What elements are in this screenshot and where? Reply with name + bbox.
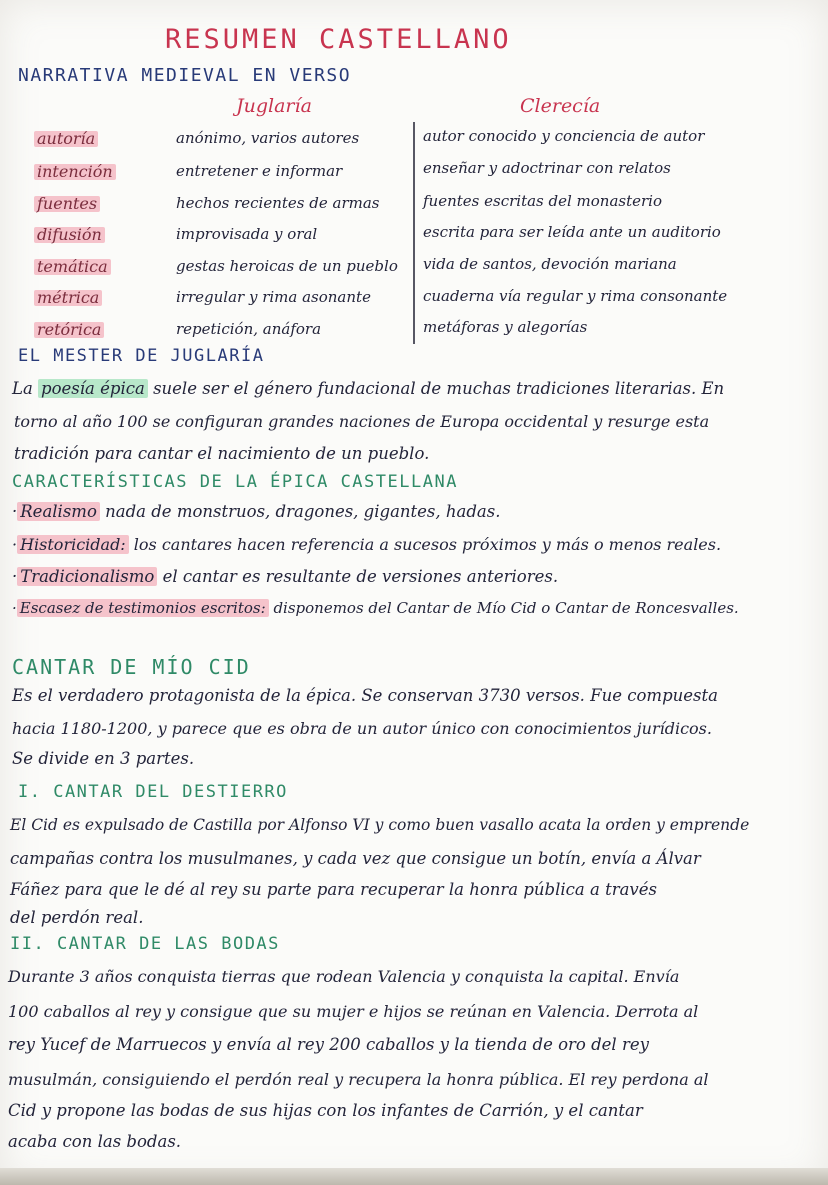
- mester-text: La: [12, 379, 33, 398]
- part2-line: rey Yucef de Marruecos y envía al rey 200 caballos y la tienda de oro del rey: [8, 1035, 649, 1054]
- juglaria-cell: irregular y rima asonante: [176, 288, 371, 306]
- clerecia-cell: autor conocido y conciencia de autor: [423, 127, 705, 145]
- mester-paragraph-line: torno al año 100 se configuran grandes naciones de Europa occidental y resurge esta: [14, 412, 710, 431]
- part2-line: 100 caballos al rey y consigue que su mujer e hijos se reúnan en Valencia. Derrota al: [8, 1002, 699, 1021]
- col-heading-juglaria: Juglaría: [236, 95, 312, 117]
- section-heading-narrativa: NARRATIVA MEDIEVAL EN VERSO: [18, 65, 352, 86]
- row-label: difusión: [34, 227, 105, 243]
- list-item: · Historicidad: los cantares hacen referencia a sucesos próximos y más o menos reales.: [12, 535, 722, 554]
- part-heading-bodas: II. CANTAR DE LAS BODAS: [10, 934, 280, 954]
- part2-line: acaba con las bodas.: [8, 1132, 182, 1151]
- cid-intro-line: Se divide en 3 partes.: [12, 749, 195, 768]
- term-highlight: Realismo: [17, 502, 100, 521]
- item-text: disponemos del Cantar de Mío Cid o Cantar de Roncesvalles.: [273, 599, 739, 617]
- juglaria-cell: improvisada y oral: [176, 225, 318, 243]
- term-highlight: Historicidad:: [17, 535, 129, 554]
- row-label: métrica: [34, 290, 102, 306]
- mester-text: suele ser el género fundacional de muchas tradiciones literarias. En: [153, 379, 725, 398]
- cid-intro-line: Es el verdadero protagonista de la épica. Se conservan 3730 versos. Fue compuesta: [12, 686, 718, 705]
- page-bottom-edge: [0, 1168, 828, 1185]
- section-heading-cid: CANTAR DE MÍO CID: [12, 655, 251, 679]
- clerecia-cell: vida de santos, devoción mariana: [423, 255, 677, 273]
- mester-paragraph-line: tradición para cantar el nacimiento de un pueblo.: [14, 444, 430, 463]
- item-text: el cantar es resultante de versiones anteriores.: [162, 567, 559, 586]
- clerecia-cell: escrita para ser leída ante un auditorio: [423, 223, 721, 241]
- part1-line: del perdón real.: [10, 908, 144, 927]
- row-label: retórica: [34, 322, 104, 338]
- list-item: · Realismo nada de monstruos, dragones, gigantes, hadas.: [12, 502, 501, 521]
- mester-paragraph-line: [12, 381, 724, 398]
- row-label: autoría: [34, 131, 98, 147]
- list-item: · Escasez de testimonios escritos: disponemos del Cantar de Mío Cid o Cantar de Roncesvalles.: [12, 599, 739, 617]
- part1-line: Fáñez para que le dé al rey su parte para recuperar la honra pública a través: [10, 880, 657, 899]
- juglaria-cell: gestas heroicas de un pueblo: [176, 257, 398, 275]
- clerecia-cell: metáforas y alegorías: [423, 318, 588, 336]
- column-divider: [413, 122, 415, 344]
- juglaria-cell: anónimo, varios autores: [176, 129, 360, 147]
- section-heading-mester: EL MESTER DE JUGLARÍA: [18, 346, 265, 366]
- part2-line: Cid y propone las bodas de sus hijas con los infantes de Carrión, y el cantar: [8, 1101, 643, 1120]
- row-label: temática: [34, 259, 111, 275]
- juglaria-cell: repetición, anáfora: [176, 320, 322, 338]
- col-heading-clerecia: Clerecía: [520, 95, 601, 117]
- part2-line: musulmán, consiguiendo el perdón real y recupera la honra pública. El rey perdona al: [8, 1070, 709, 1089]
- clerecia-cell: cuaderna vía regular y rima consonante: [423, 287, 728, 305]
- term-highlight: Tradicionalismo: [17, 567, 157, 586]
- page-title: RESUMEN CASTELLANO: [165, 24, 512, 55]
- clerecia-cell: enseñar y adoctrinar con relatos: [423, 159, 671, 177]
- part2-line: Durante 3 años conquista tierras que rodean Valencia y conquista la capital. Envía: [8, 967, 680, 986]
- juglaria-cell: entretener e informar: [176, 162, 343, 180]
- highlight-poesia-epica: poesía épica: [38, 379, 148, 398]
- part1-line: El Cid es expulsado de Castilla por Alfonso VI y como buen vasallo acata la orden y emprende: [10, 816, 750, 834]
- row-label: fuentes: [34, 196, 100, 212]
- row-label: intención: [34, 164, 116, 180]
- part-heading-destierro: I. CANTAR DEL DESTIERRO: [18, 782, 288, 802]
- cid-intro-line: hacia 1180-1200, y parece que es obra de un autor único con conocimientos jurídicos.: [12, 719, 712, 738]
- item-text: los cantares hacen referencia a sucesos próximos y más o menos reales.: [133, 535, 722, 554]
- term-highlight: Escasez de testimonios escritos:: [17, 599, 269, 617]
- part1-line: campañas contra los musulmanes, y cada vez que consigue un botín, envía a Álvar: [10, 849, 701, 868]
- item-text: nada de monstruos, dragones, gigantes, hadas.: [105, 502, 501, 521]
- list-item: · Tradicionalismo el cantar es resultante de versiones anteriores.: [12, 567, 559, 586]
- juglaria-cell: hechos recientes de armas: [176, 194, 380, 212]
- section-heading-caracteristicas: CARACTERÍSTICAS DE LA ÉPICA CASTELLANA: [12, 472, 458, 492]
- clerecia-cell: fuentes escritas del monasterio: [423, 192, 663, 210]
